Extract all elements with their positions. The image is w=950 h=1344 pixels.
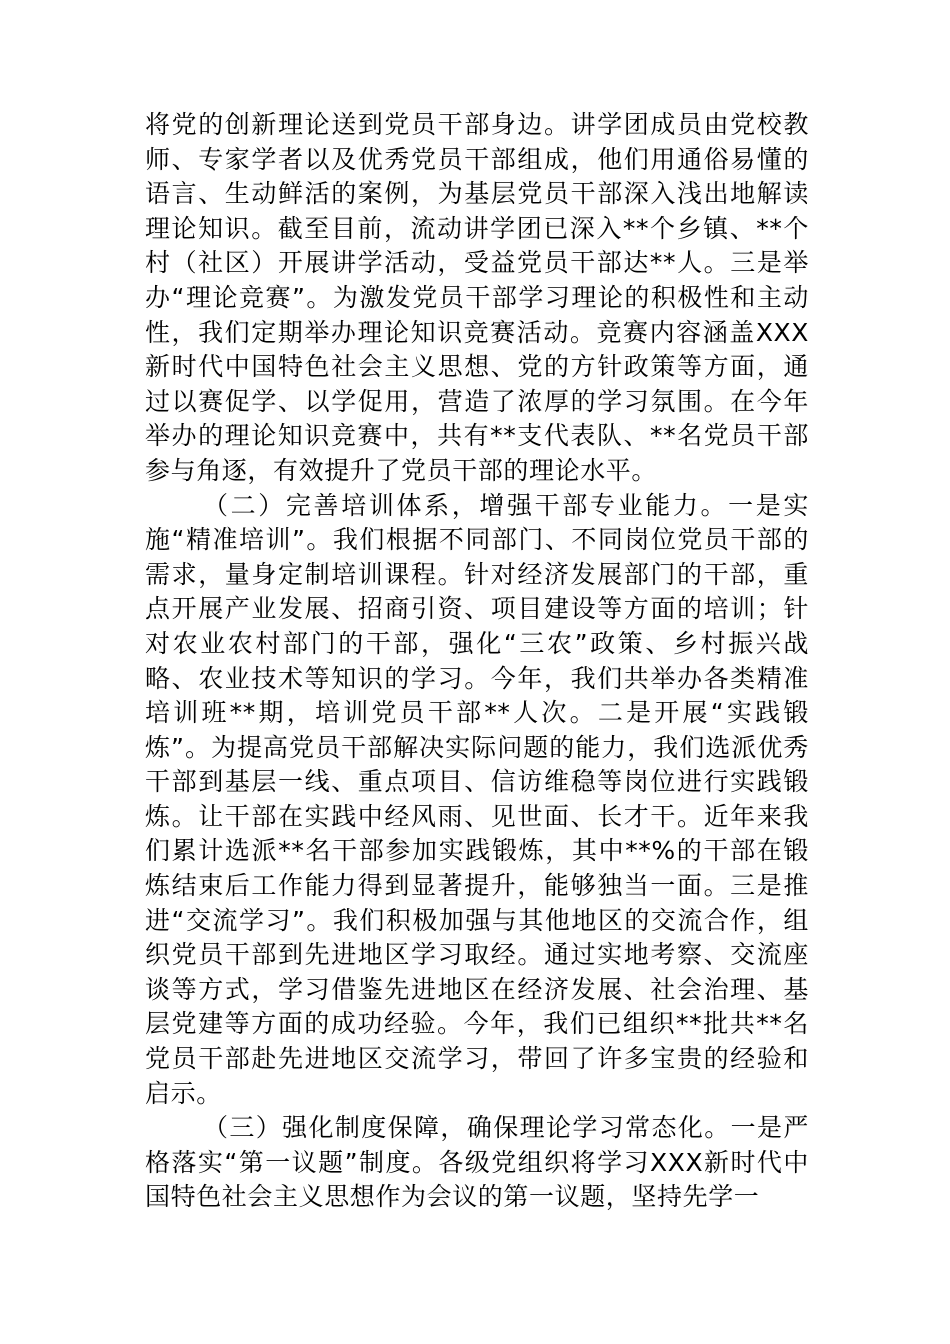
- paragraph-continued: 将党的创新理论送到党员干部身边。讲学团成员由党校教师、专家学者以及优秀党员干部组成，他们用通俗易懂的语言、生动鲜活的案例，为基层党员干部深入浅出地解读理论知识。截至目前，流动讲学团已深入**个乡镇、**个村（社区）开展讲学活动，受益党员干部达**人。三是举办“理论竞赛”。为激发党员干部学习理论的积极性和主动性，我们定期举办理论知识竞赛活动。竞赛内容涵盖XXX新时代中国特色社会主义思想、党的方针政策等方面，通过以赛促学、以学促用，营造了浓厚的学习氛围。在今年举办的理论知识竞赛中，共有**支代表队、**名党员干部参与角逐，有效提升了党员干部的理论水平。: [145, 110, 809, 485]
- document-body: [145, 108, 809, 1215]
- paragraph-section-three: （三）强化制度保障，确保理论学习常态化。一是严格落实“第一议题”制度。各级党组织将学习XXX新时代中国特色社会主义思想作为会议的第一议题，坚持先学一: [145, 1113, 809, 1212]
- paragraph-section-two: （二）完善培训体系，增强干部专业能力。一是实施“精准培训”。我们根据不同部门、不同岗位党员干部的需求，量身定制培训课程。针对经济发展部门的干部，重点开展产业发展、招商引资、项目建设等方面的培训；针对农业农村部门的干部，强化“三农”政策、乡村振兴战略、农业技术等知识的学习。今年，我们共举办各类精准培训班**期，培训党员干部**人次。二是开展“实践锻炼”。为提高党员干部解决实际问题的能力，我们选派优秀干部到基层一线、重点项目、信访维稳等岗位进行实践锻炼。让干部在实践中经风雨、见世面、长才干。近年来我们累计选派**名干部参加实践锻炼，其中**%的干部在锻炼结束后工作能力得到显著提升，能够独当一面。三是推进“交流学习”。我们积极加强与其他地区的交流合作，组织党员干部到先进地区学习取经。通过实地考察、交流座谈等方式，学习借鉴先进地区在经济发展、社会治理、基层党建等方面的成功经验。今年，我们已组织**批共**名党员干部赴先进地区交流学习，带回了许多宝贵的经验和启示。: [145, 490, 809, 1108]
